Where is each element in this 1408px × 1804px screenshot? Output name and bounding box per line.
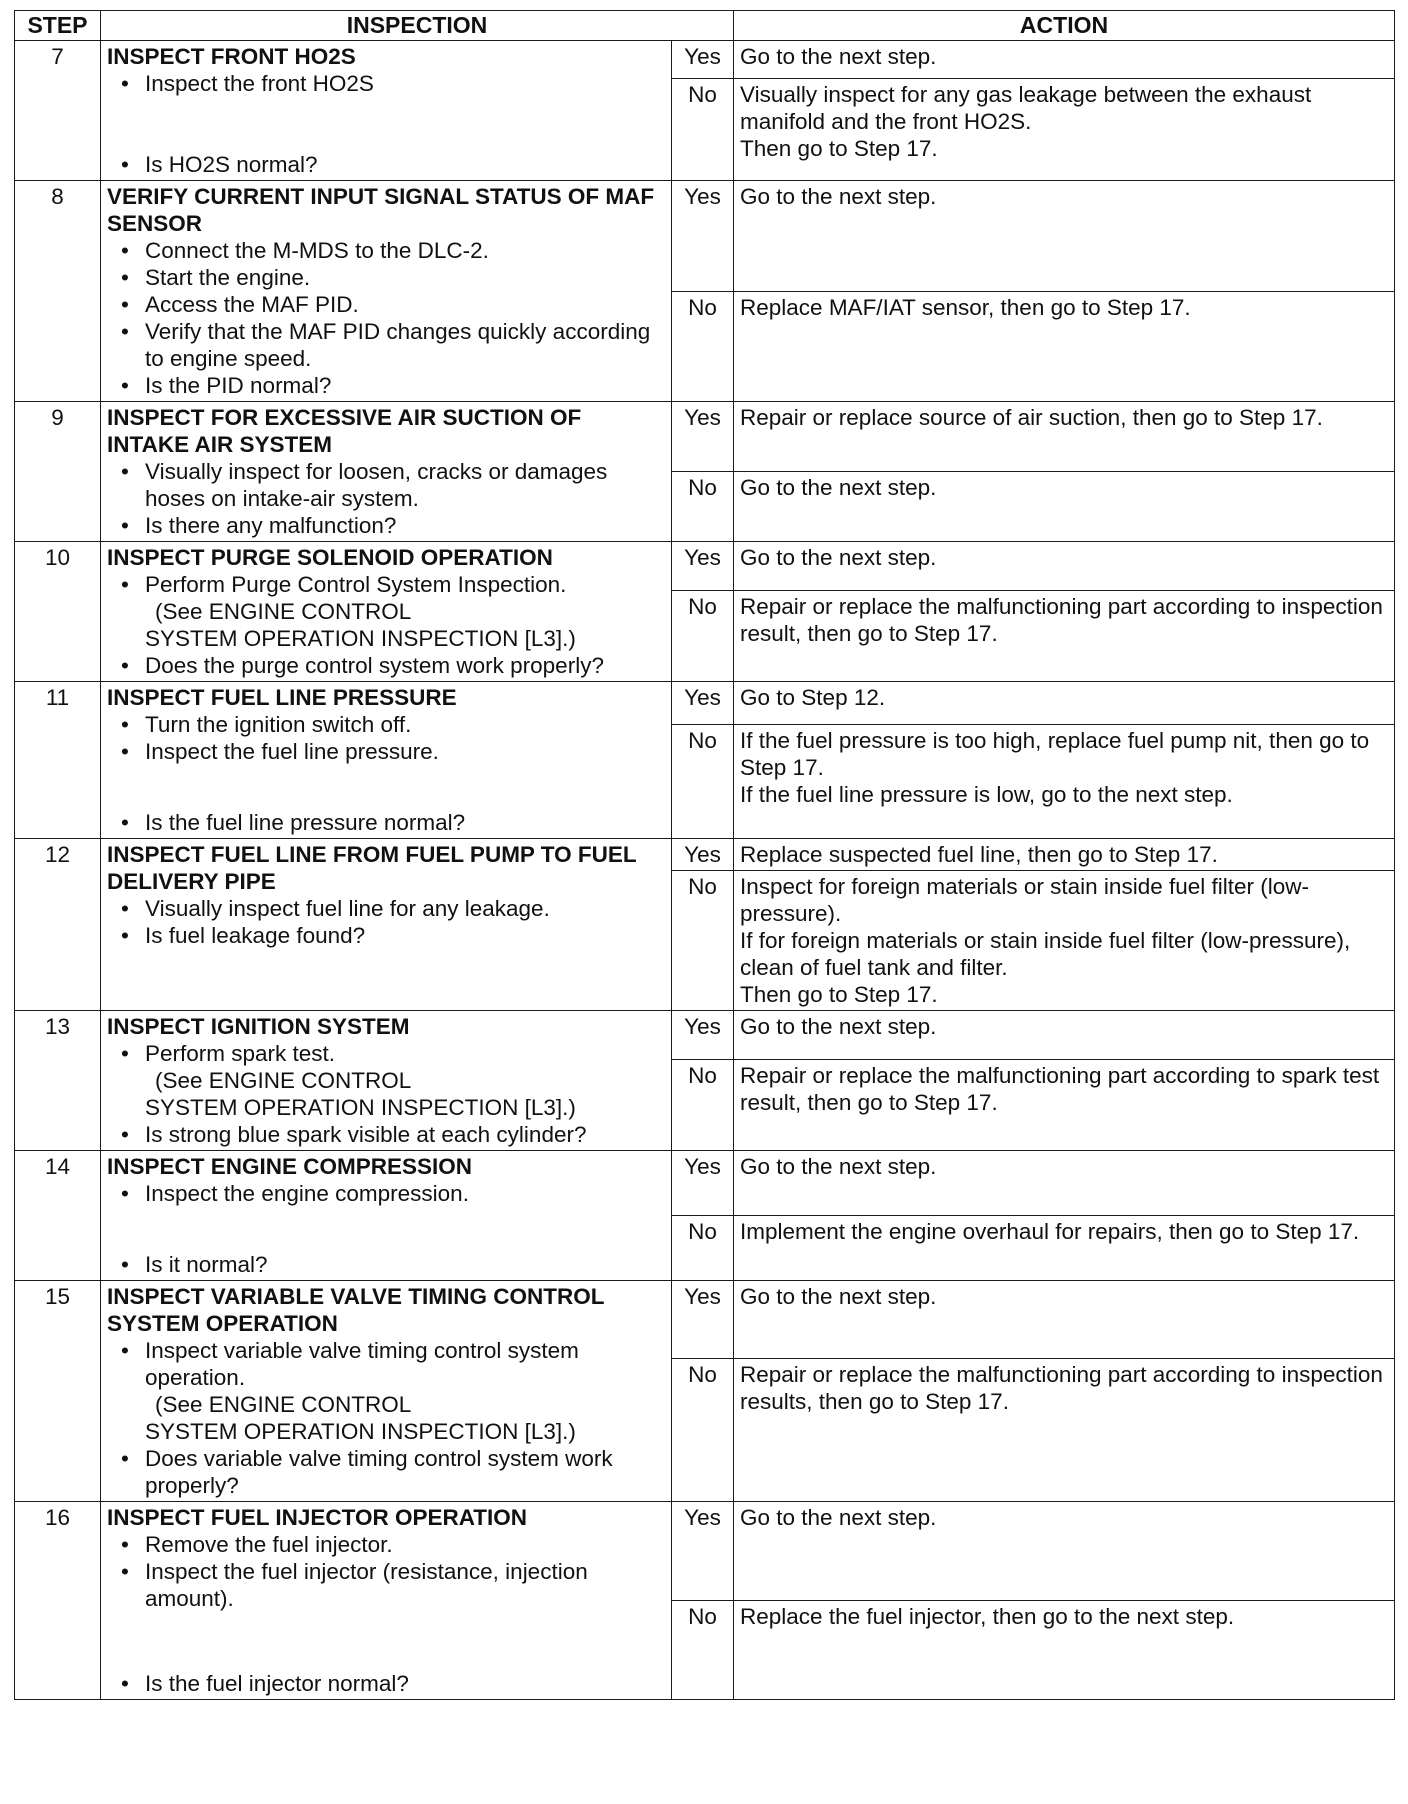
inspection-title: INSPECT FRONT HO2S (107, 44, 356, 69)
yes-action: Go to the next step. (734, 542, 1395, 591)
inspection-bullet: • Visually inspect for loosen, cracks or damages hoses on intake-air system. (107, 458, 665, 512)
no-action-line: Go to the next step. (740, 475, 937, 500)
no-label: No (672, 472, 734, 542)
yes-label: Yes (672, 402, 734, 472)
reference-note: SYSTEM OPERATION INSPECTION [L3].) (145, 626, 576, 651)
inspection-bullet: • Verify that the MAF PID changes quickly according to engine speed. (107, 318, 665, 372)
inspection-question: • Is the fuel injector normal? (107, 1670, 665, 1697)
no-action (734, 871, 1395, 1011)
step-number: 10 (15, 542, 101, 682)
yes-label: Yes (672, 682, 734, 725)
yes-action: Go to the next step. (734, 1151, 1395, 1216)
inspection-question: • Is there any malfunction? (107, 512, 665, 539)
yes-label: Yes (672, 839, 734, 871)
inspection-question: • Is the fuel line pressure normal? (107, 809, 665, 836)
yes-label: Yes (672, 1151, 734, 1216)
inspection-cell (101, 542, 672, 682)
no-action-line: Implement the engine overhaul for repairs, then go to Step 17. (740, 1219, 1360, 1244)
yes-action: Go to the next step. (734, 1281, 1395, 1359)
step-number: 16 (15, 1502, 101, 1700)
inspection-title: INSPECT VARIABLE VALVE TIMING CONTROL SYSTEM OPERATION (107, 1284, 605, 1336)
step-row-yes (15, 41, 1395, 79)
inspection-bullet (107, 571, 665, 652)
diagnostic-procedure-sheet (14, 10, 1394, 1700)
inspection-question: • Does the purge control system work properly? (107, 652, 665, 679)
header-inspection: INSPECTION (101, 11, 734, 41)
reference-note: SYSTEM OPERATION INSPECTION [L3].) (145, 1419, 576, 1444)
step-row-yes (15, 839, 1395, 871)
no-label: No (672, 1601, 734, 1700)
no-action-line: Then go to Step 17. (740, 135, 938, 161)
no-action-line: Replace MAF/IAT sensor, then go to Step 17. (740, 294, 1191, 320)
header-step: STEP (15, 11, 101, 41)
yes-action: Repair or replace source of air suction, then go to Step 17. (734, 402, 1395, 472)
no-action (734, 1216, 1395, 1281)
inspection-bullet: • Inspect the fuel line pressure. (107, 738, 665, 765)
no-action-line: If the fuel pressure is too high, replace fuel pump nit, then go to Step 17. (740, 727, 1370, 780)
no-label: No (672, 871, 734, 1011)
yes-label: Yes (672, 41, 734, 79)
inspection-bullet (107, 1337, 665, 1445)
step-row-yes (15, 1011, 1395, 1060)
yes-label: Yes (672, 1502, 734, 1601)
inspection-bullet: • Access the MAF PID. (107, 291, 665, 318)
inspection-cell (101, 181, 672, 402)
inspection-question: • Is strong blue spark visible at each cylinder? (107, 1121, 665, 1148)
step-row-yes (15, 1502, 1395, 1601)
inspection-title: INSPECT FOR EXCESSIVE AIR SUCTION OF INTAKE AIR SYSTEM (107, 405, 582, 457)
step-number: 9 (15, 402, 101, 542)
inspection-bullet: • Inspect the engine compression. (107, 1180, 665, 1207)
inspection-cell (101, 1502, 672, 1700)
no-label: No (672, 1216, 734, 1281)
inspection-cell (101, 1281, 672, 1502)
no-label: No (672, 78, 734, 180)
step-number: 13 (15, 1011, 101, 1151)
step-row-yes (15, 402, 1395, 472)
reference-note: (See ENGINE CONTROL (155, 599, 412, 624)
no-label: No (672, 1060, 734, 1151)
no-action-line: Inspect for foreign materials or stain inside fuel filter (low-pressure). (740, 874, 1309, 926)
no-label: No (672, 1358, 734, 1501)
inspection-cell (101, 839, 672, 1011)
step-row-yes (15, 181, 1395, 292)
inspection-cell (101, 402, 672, 542)
inspection-cell (101, 1011, 672, 1151)
step-number: 11 (15, 682, 101, 839)
inspection-bullet: • Start the engine. (107, 264, 665, 291)
inspection-title: VERIFY CURRENT INPUT SIGNAL STATUS OF MAF SENSOR (107, 184, 655, 236)
inspection-bullet: • Inspect the fuel injector (resistance, injection amount). (107, 1558, 665, 1612)
no-action-line: Visually inspect for any gas leakage between the exhaust manifold and the front HO2S. (740, 81, 1312, 134)
inspection-bullet-text: • Perform Purge Control System Inspection. (145, 572, 567, 597)
step-number: 7 (15, 41, 101, 181)
yes-label: Yes (672, 181, 734, 292)
no-action (734, 1060, 1395, 1151)
step-row-yes (15, 1281, 1395, 1359)
inspection-bullet: • Inspect the front HO2S (107, 70, 665, 97)
inspection-cell (101, 41, 672, 181)
inspection-question: • Is it normal? (107, 1251, 665, 1278)
inspection-title: INSPECT FUEL LINE PRESSURE (107, 685, 457, 710)
inspection-cell (101, 1151, 672, 1281)
yes-action: Go to the next step. (734, 41, 1395, 79)
inspection-bullet: • Turn the ignition switch off. (107, 711, 665, 738)
yes-action: Go to Step 12. (734, 682, 1395, 725)
inspection-cell (101, 682, 672, 839)
step-row-yes (15, 1151, 1395, 1216)
step-number: 12 (15, 839, 101, 1011)
inspection-question: • Is fuel leakage found? (107, 922, 665, 949)
no-action (734, 1358, 1395, 1501)
no-action-line: If for foreign materials or stain inside fuel filter (low-pressure), clean of fuel tank and filter. (740, 928, 1351, 980)
no-action-line: If the fuel line pressure is low, go to the next step. (740, 781, 1233, 807)
no-action (734, 1601, 1395, 1700)
yes-action: Replace suspected fuel line, then go to Step 17. (734, 839, 1395, 871)
no-action (734, 78, 1395, 180)
yes-action: Go to the next step. (734, 1011, 1395, 1060)
inspection-bullet (107, 1040, 665, 1121)
table-header-row (15, 11, 1395, 41)
yes-action: Go to the next step. (734, 1502, 1395, 1601)
no-label: No (672, 291, 734, 402)
reference-note: (See ENGINE CONTROL (155, 1392, 412, 1417)
yes-label: Yes (672, 1011, 734, 1060)
step-number: 15 (15, 1281, 101, 1502)
inspection-bullet-text: • Inspect variable valve timing control system operation. (145, 1338, 579, 1390)
no-action (734, 591, 1395, 682)
inspection-bullet: • Connect the M-MDS to the DLC-2. (107, 237, 665, 264)
inspection-bullet: • Remove the fuel injector. (107, 1531, 665, 1558)
reference-note: SYSTEM OPERATION INSPECTION [L3].) (145, 1095, 576, 1120)
yes-label: Yes (672, 542, 734, 591)
yes-action: Go to the next step. (734, 181, 1395, 292)
inspection-title: INSPECT PURGE SOLENOID OPERATION (107, 545, 553, 570)
step-row-yes (15, 682, 1395, 725)
step-row-yes (15, 542, 1395, 591)
inspection-title: INSPECT FUEL INJECTOR OPERATION (107, 1505, 528, 1530)
inspection-bullet: • Visually inspect fuel line for any leakage. (107, 895, 665, 922)
step-number: 14 (15, 1151, 101, 1281)
no-action (734, 472, 1395, 542)
no-action-line: Then go to Step 17. (740, 982, 938, 1007)
inspection-bullet-text: • Perform spark test. (145, 1041, 336, 1066)
header-action: ACTION (734, 11, 1395, 41)
inspection-question: • Is HO2S normal? (107, 151, 665, 178)
reference-note: (See ENGINE CONTROL (155, 1068, 412, 1093)
diagnostic-table (14, 10, 1395, 1700)
inspection-title: INSPECT ENGINE COMPRESSION (107, 1154, 473, 1179)
no-action-line: Repair or replace the malfunctioning part according to inspection result, then go to Step 17. (740, 594, 1383, 647)
no-label: No (672, 591, 734, 682)
no-label: No (672, 724, 734, 838)
inspection-question: • Is the PID normal? (107, 372, 665, 399)
no-action-line: Repair or replace the malfunctioning part according to spark test result, then go to Step 17. (740, 1063, 1380, 1116)
inspection-title: INSPECT IGNITION SYSTEM (107, 1014, 410, 1039)
no-action (734, 724, 1395, 838)
step-number: 8 (15, 181, 101, 402)
inspection-title: INSPECT FUEL LINE FROM FUEL PUMP TO FUEL DELIVERY PIPE (107, 842, 637, 894)
no-action-line: Repair or replace the malfunctioning part according to inspection results, then go to Step 17. (740, 1361, 1383, 1414)
inspection-question: • Does variable valve timing control system work properly? (107, 1445, 665, 1499)
no-action-line: Replace the fuel injector, then go to the next step. (740, 1604, 1235, 1629)
no-action (734, 291, 1395, 402)
yes-label: Yes (672, 1281, 734, 1359)
